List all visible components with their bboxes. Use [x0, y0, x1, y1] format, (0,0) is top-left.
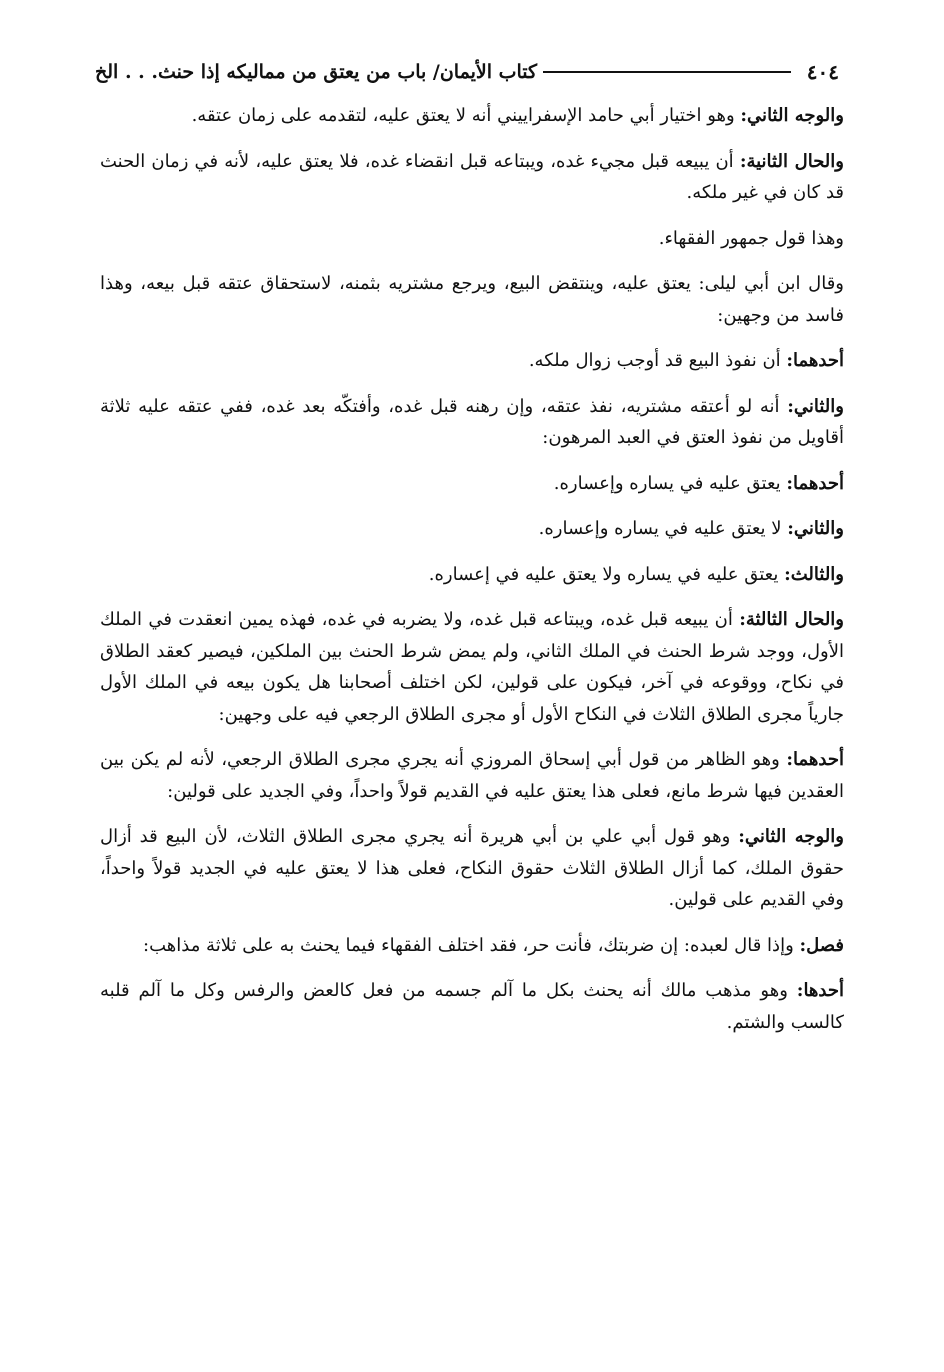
paragraph-label: فصل:: [799, 934, 844, 956]
paragraph: [100, 223, 844, 255]
paragraph-text: وإذا قال لعبده: إن ضربتك، فأنت حر، فقد اختلف الفقهاء فيما يحنث به على ثلاثة مذاهب:: [143, 934, 800, 956]
paragraph-text: لا يعتق عليه في يساره وإعساره.: [538, 518, 788, 539]
paragraph: [100, 744, 844, 807]
page-number: ٤٠٤: [806, 60, 839, 84]
paragraph: [100, 559, 844, 591]
paragraph-label: أحدهما:: [786, 350, 844, 371]
paragraph-text: وقال ابن أبي ليلى: يعتق عليه، وينتقض البيع، ويرجع مشتريه بثمنه، لاستحقاق عتقه قبل بيعه، وهذا فاسد من وجهين:: [100, 273, 844, 326]
paragraph: [100, 930, 844, 962]
paragraph: [100, 975, 844, 1038]
paragraph-label: والوجه الثاني:: [738, 826, 844, 847]
paragraph-text: وهو الظاهر من قول أبي إسحاق المروزي أنه يجري مجرى الطلاق الرجعي، لأنه لم يكن بين العقدين فيها شرط مانع، فعلى هذا يعتق عليه في القديم قولاً واحداً، وفي الجديد على قولين:: [100, 749, 844, 802]
paragraph-label: أحدهما:: [786, 472, 844, 494]
header-title: كتاب الأيمان/ باب من يعتق من مماليكه إذا حنث. . . الخ: [95, 61, 538, 83]
paragraph-text: وهو مذهب مالك أنه يحنث بكل ما آلم جسمه من فعل كالعض والرفس وكل ما آلم قلبه كالسب والشتم.: [100, 980, 844, 1033]
paragraph: [100, 391, 844, 454]
paragraph-label: والثاني:: [787, 395, 844, 417]
paragraph-label: والثاني:: [787, 518, 844, 539]
page-body: [100, 100, 844, 1052]
paragraph: [100, 268, 844, 331]
paragraph-text: وهو اختيار أبي حامد الإسفراييني أنه لا يعتق عليه، لتقدمه على زمان عتقه.: [191, 105, 741, 126]
paragraph-text: أنه لو أعتقه مشتريه، نفذ عتقه، وإن رهنه قبل غده، وأفتكّه بعد غده، ففي عتقه عليه ثلاثة أقاويل من نفوذ العتق في العبد المرهون:: [100, 395, 844, 448]
paragraph: [100, 100, 844, 132]
paragraph-text: يعتق عليه في يساره ولا يعتق عليه في إعساره.: [428, 563, 785, 585]
paragraph-text: أن يبيعه قبل مجيء غده، ويبتاعه قبل انقضاء غده، فلا يعتق عليه، لأنه في زمان الحنث قد كان في غير ملكه.: [100, 150, 844, 203]
paragraph-text: أن يبيعه قبل غده، ويبتاعه قبل غده، ولا يضربه في غده، فهذه يمين انعقدت في الملك الأول، ووجد شرط الحنث في الملك الثاني، ولم يمض شرط الحنث بين الملكين، فيصير كعقد الطلاق في نكاح، ووقوعه في آخر، فيكون على قولين، لكن اختلف أصحابنا هل يكون بيعه في الملك الأول جارياً مجرى الطلاق الثلاث في النكاح الأول أو مجرى الطلاق الرجعي فيه على وجهين:: [100, 609, 845, 725]
paragraph: [100, 345, 844, 377]
header-rule: [543, 71, 791, 73]
paragraph-label: أحدهما:: [786, 749, 844, 770]
paragraph-text: وهذا قول جمهور الفقهاء.: [658, 227, 844, 249]
paragraph-label: والحال الثالثة:: [739, 609, 845, 630]
paragraph-text: أن نفوذ البيع قد أوجب زوال ملكه.: [528, 350, 787, 371]
running-header: [95, 52, 839, 92]
paragraph-label: والحال الثانية:: [739, 150, 844, 172]
paragraph-text: وهو قول أبي علي بن أبي هريرة أنه يجري مجرى الطلاق الثلاث، لأن البيع قد أزال حقوق الملك، كما أزال الطلاق الثلاث حقوق النكاح، فعلى هذا لا يعتق عليه في الجديد قولاً واحداً، وفي القديم على قولين.: [100, 826, 844, 910]
paragraph: [100, 468, 844, 500]
paragraph-label: والثالث:: [784, 563, 844, 585]
paragraph-label: والوجه الثاني:: [740, 105, 844, 126]
paragraph: [100, 513, 844, 545]
paragraph: [100, 146, 844, 209]
paragraph-label: أحدها:: [796, 980, 844, 1001]
paragraph-text: يعتق عليه في يساره وإعساره.: [553, 472, 787, 494]
paragraph: [100, 604, 844, 730]
paragraph: [100, 821, 844, 916]
